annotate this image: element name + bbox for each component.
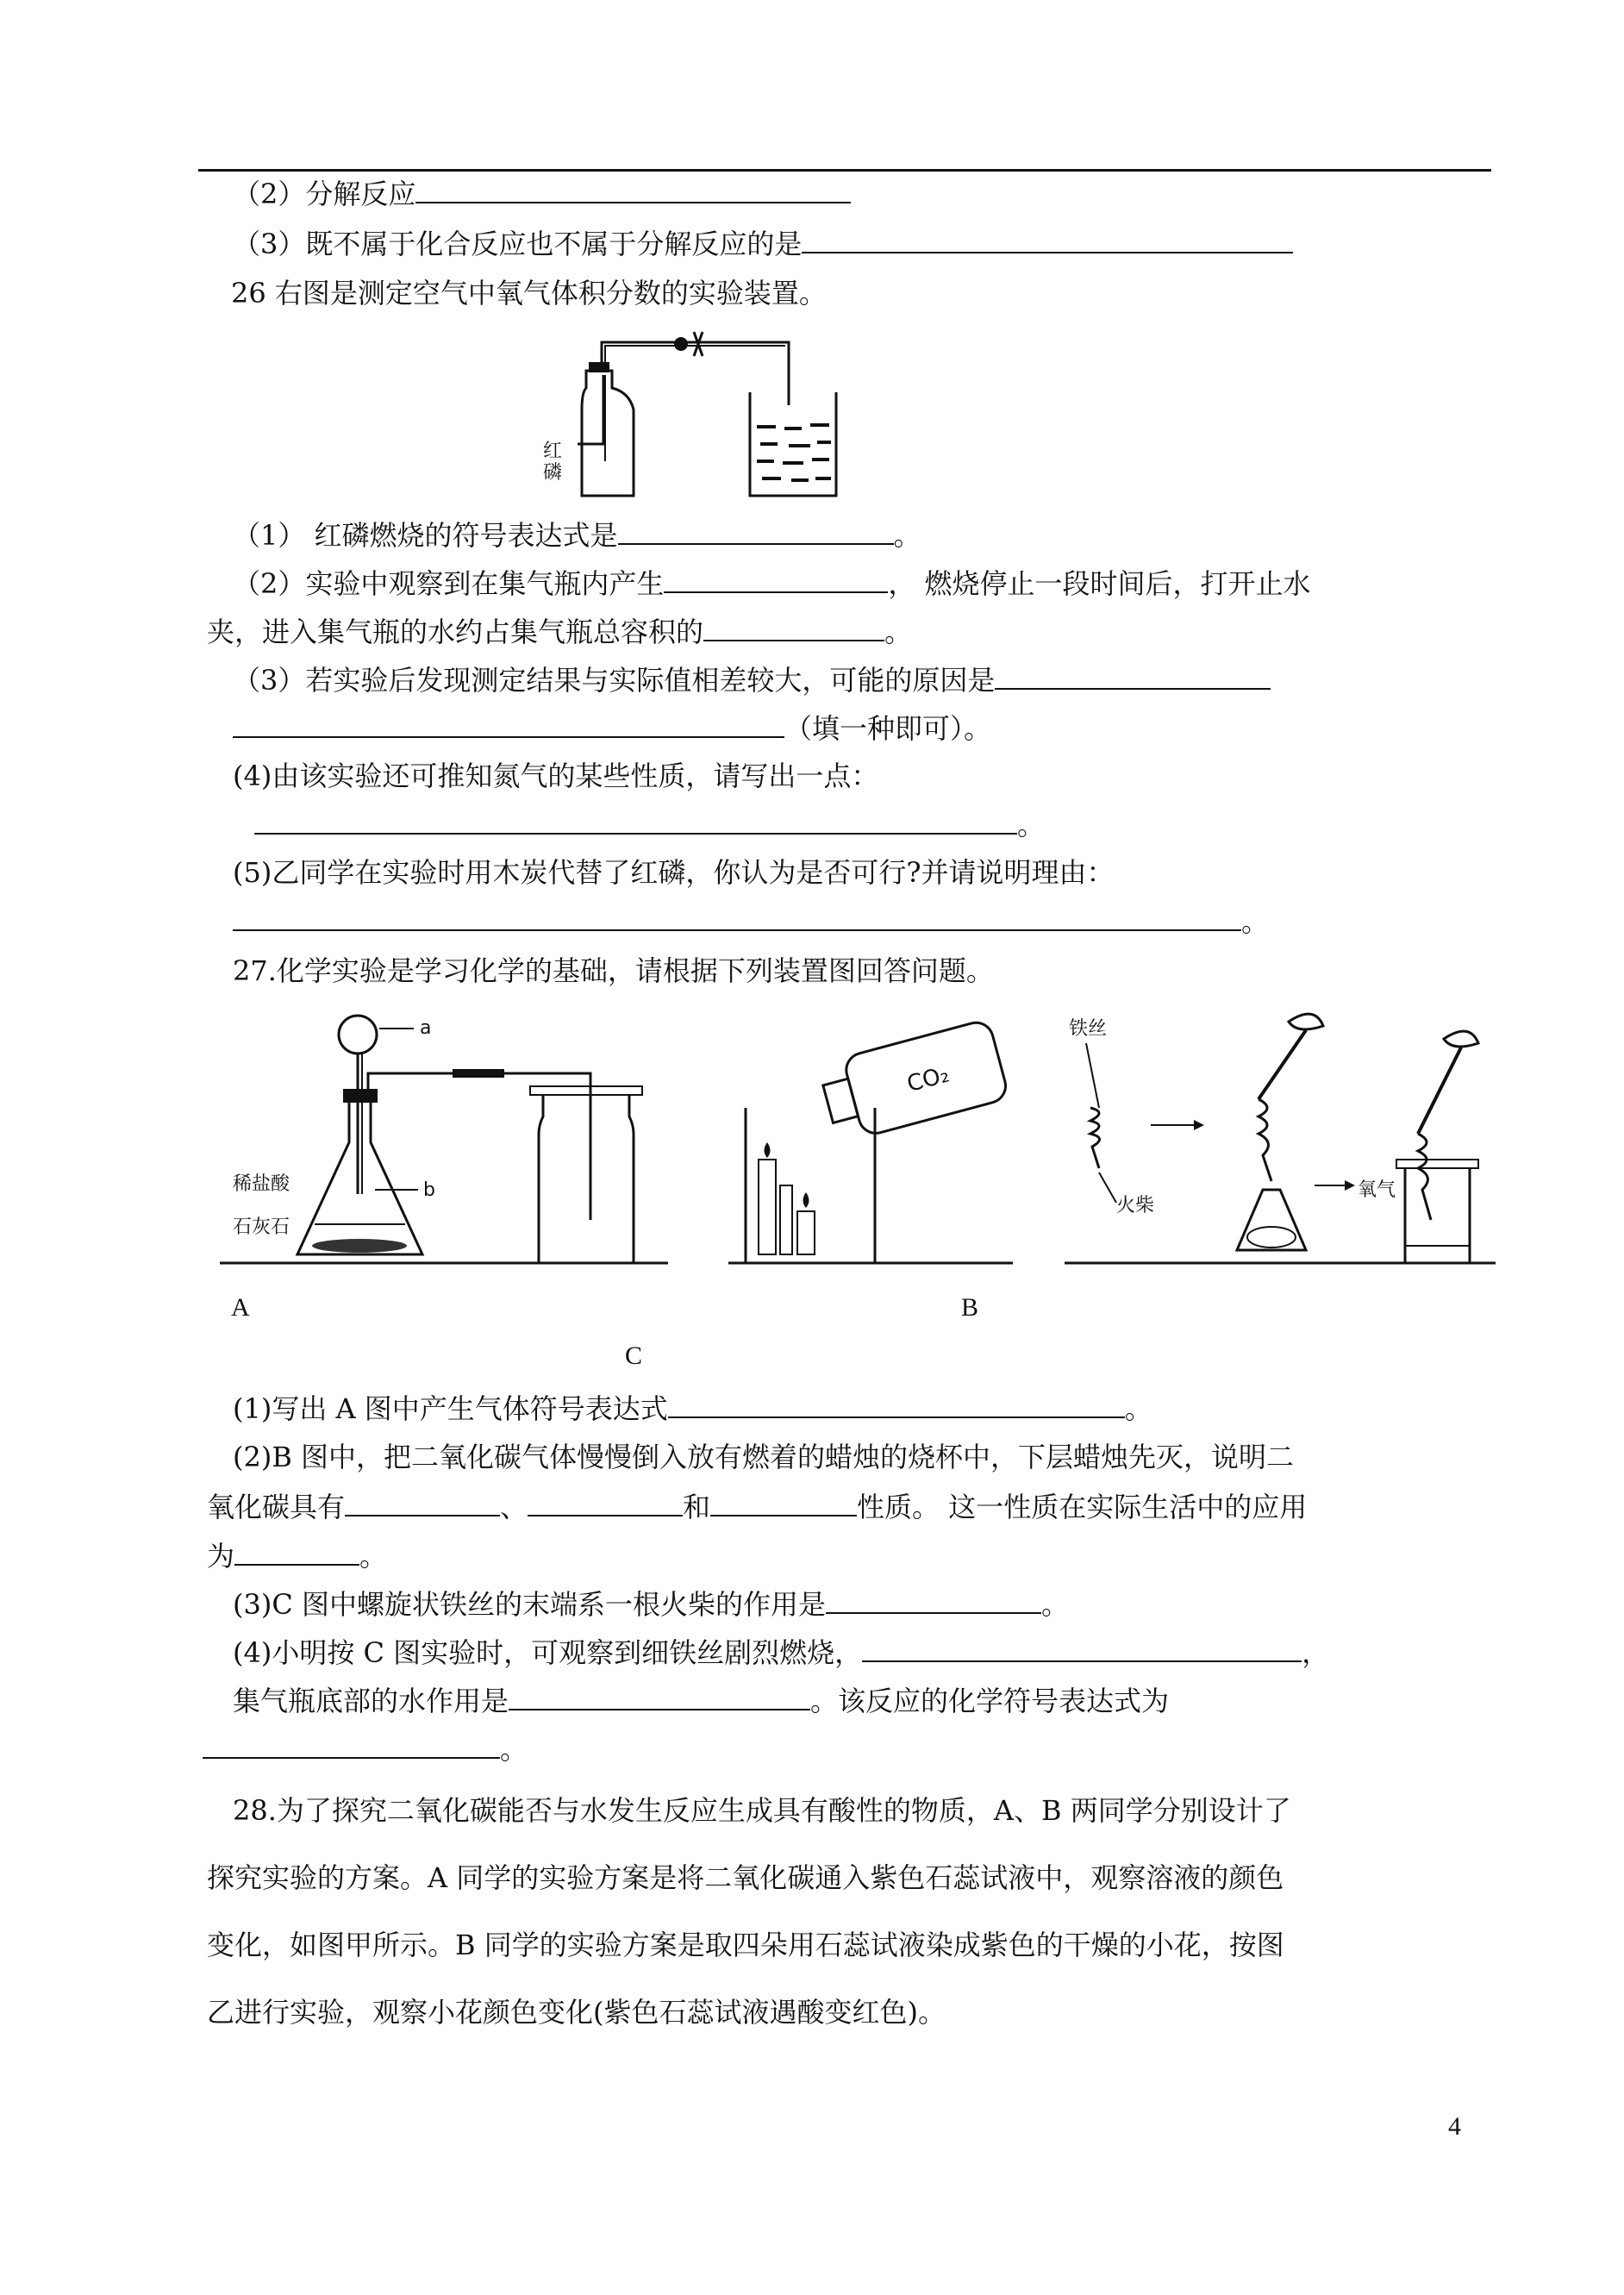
caption-c: C xyxy=(625,1341,643,1370)
answer-blank[interactable] xyxy=(254,807,1017,835)
fig-c-iron-wire xyxy=(1065,1004,1496,1280)
fig-a-label-a: a xyxy=(420,1017,432,1039)
fig-a-label-limestone: 石灰石 xyxy=(233,1216,290,1238)
q26-item-3: （3）若实验后发现测定结果与实际值相差较大，可能的原因是 xyxy=(233,662,1271,697)
answer-blank[interactable] xyxy=(234,1538,359,1566)
answer-blank[interactable] xyxy=(203,1731,500,1759)
answer-blank[interactable] xyxy=(802,226,1293,253)
q27-item-1: (1)写出 A 图中产生气体符号表达式 。 xyxy=(233,1392,1152,1425)
q27-item-2-usage: 为 。 xyxy=(207,1540,388,1573)
answer-blank[interactable] xyxy=(995,662,1271,690)
page-number: 4 xyxy=(1448,2112,1461,2141)
caption-b: B xyxy=(961,1293,979,1322)
fig-oxygen-apparatus xyxy=(526,323,888,504)
q27-item-4-equation: 。 xyxy=(203,1731,528,1767)
q25-item-3: （3）既不属于化合反应也不属于分解反应的是 xyxy=(233,226,1293,261)
q28-line-4: 乙进行实验，观察小花颜色变化(紫色石蕊试液遇酸变红色)。 xyxy=(207,1996,946,2029)
q26-item-1: （1） 红磷燃烧的符号表达式是 。 xyxy=(233,519,921,552)
q26-title: 26 右图是测定空气中氧气体积分数的实验装置。 xyxy=(231,277,827,310)
q27-item-2-cont: 氧化碳具有 、 和 性质。 这一性质在实际生活中的应用 xyxy=(207,1491,1308,1523)
fig-c-label-match: 火柴 xyxy=(1116,1195,1155,1216)
answer-blank[interactable] xyxy=(233,904,1241,931)
fig-a-label-acid: 稀盐酸 xyxy=(233,1173,290,1195)
q27-item-4: (4)小明按 C 图实验时，可观察到细铁丝剧烈燃烧， ， xyxy=(233,1636,1330,1669)
fig-a-label-b: b xyxy=(423,1179,435,1201)
fig26-label-phosphorus: 磷 xyxy=(543,462,563,484)
q27-item-2: (2)B 图中，把二氧化碳气体慢慢倒入放有燃着的蜡烛的烧杯中，下层蜡烛先灭，说明二 xyxy=(233,1441,1295,1473)
answer-blank[interactable] xyxy=(509,1683,810,1710)
fig-c-label-wire: 铁丝 xyxy=(1069,1018,1108,1040)
answer-blank[interactable] xyxy=(528,1489,683,1516)
caption-a: A xyxy=(231,1293,250,1322)
answer-blank[interactable] xyxy=(664,566,888,593)
fig-c-label-oxygen: 氧气 xyxy=(1358,1179,1396,1201)
answer-blank[interactable] xyxy=(345,1489,500,1516)
fig-b-label-co2: CO₂ xyxy=(904,1061,953,1098)
header-rule xyxy=(198,169,1491,172)
answer-blank[interactable] xyxy=(703,614,884,641)
fig-a-co2-generator xyxy=(220,1004,668,1280)
answer-blank[interactable] xyxy=(233,710,784,738)
q26-item-4-answer: 。 xyxy=(254,807,1045,842)
answer-blank[interactable] xyxy=(710,1489,857,1516)
q28-line-1: 28.为了探究二氧化碳能否与水发生反应生成具有酸性的物质，A、B 两同学分别设计了 xyxy=(233,1794,1291,1827)
q26-item-3-cont: （填一种即可）。 xyxy=(233,710,991,746)
q27-item-3: (3)C 图中螺旋状铁丝的末端系一根火柴的作用是 。 xyxy=(233,1588,1070,1621)
q28-line-2: 探究实验的方案。A 同学的实验方案是将二氧化碳通入紫色石蕊试液中，观察溶液的颜色 xyxy=(207,1861,1284,1894)
fig-b-co2-candles xyxy=(728,1013,1013,1272)
answer-blank[interactable] xyxy=(862,1635,1302,1662)
answer-blank[interactable] xyxy=(415,176,851,203)
answer-blank[interactable] xyxy=(668,1391,1125,1418)
q27-title: 27.化学实验是学习化学的基础，请根据下列装置图回答问题。 xyxy=(233,954,994,987)
answer-blank[interactable] xyxy=(826,1586,1041,1614)
q26-item-2-cont: 夹，进入集气瓶的水约占集气瓶总容积的 。 xyxy=(207,616,913,648)
q25-item-2: （2）分解反应 xyxy=(233,176,851,211)
q27-item-4-water: 集气瓶底部的水作用是 。该反应的化学符号表达式为 xyxy=(233,1685,1170,1717)
q26-item-2: （2）实验中观察到在集气瓶内产生 ， 燃烧停止一段时间后，打开止水 xyxy=(233,567,1311,600)
answer-blank[interactable] xyxy=(618,517,894,545)
q26-item-5: (5)乙同学在实验时用木炭代替了红磷，你认为是否可行?并请说明理由： xyxy=(233,856,1115,889)
q26-item-5-answer: 。 xyxy=(233,904,1269,939)
q26-item-4: (4)由该实验还可推知氮气的某些性质，请写出一点： xyxy=(233,760,879,792)
q28-line-3: 变化，如图甲所示。B 同学的实验方案是取四朵用石蕊试液染成紫色的干燥的小花，按图 xyxy=(207,1929,1284,1961)
fig26-label-red: 红 xyxy=(543,441,563,462)
